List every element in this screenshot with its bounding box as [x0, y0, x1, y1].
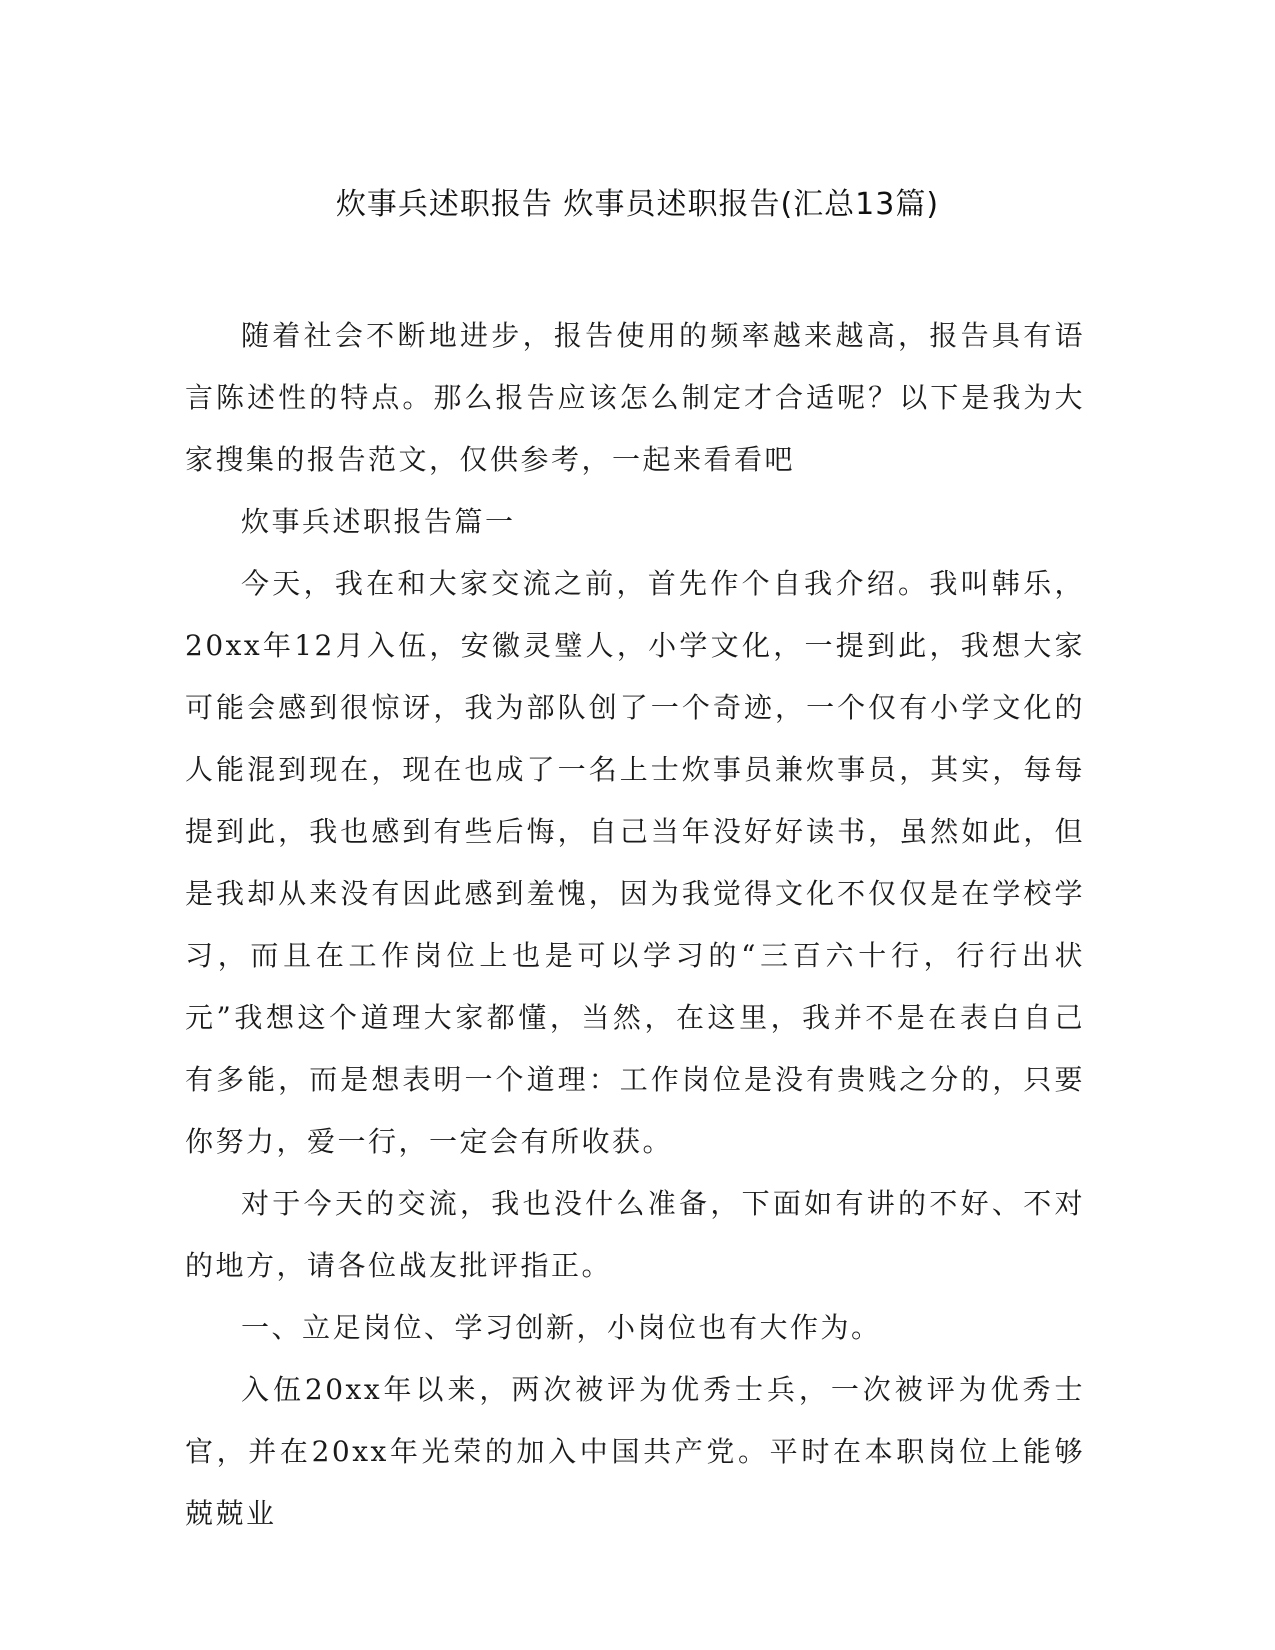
paragraph-achievements: 入伍20xx年以来，两次被评为优秀士兵，一次被评为优秀士官，并在20xx年光荣的加入中国共产党。平时在本职岗位上能够兢兢业 — [185, 1373, 1085, 1530]
subsection-heading: 一、立足岗位、学习创新，小岗位也有大作为。 — [241, 1311, 882, 1344]
section-heading: 炊事兵述职报告篇一 — [241, 505, 516, 538]
paragraph-preface: 对于今天的交流，我也没什么准备，下面如有讲的不好、不对的地方，请各位战友批评指正。 — [185, 1187, 1085, 1282]
document-body — [185, 305, 1085, 1545]
document-title: 炊事兵述职报告 炊事员述职报告(汇总13篇) — [335, 187, 940, 222]
paragraph-self-introduction: 今天，我在和大家交流之前，首先作个自我介绍。我叫韩乐，20xx年12月入伍，安徽灵璧人，小学文化，一提到此，我想大家可能会感到很惊讶，我为部队创了一个奇迹，一个仅有小学文化的人能混到现在，现在也成了一名上士炊事员兼炊事员，其实，每每提到此，我也感到有些后悔，自己当年没好好读书，虽然如此，但是我却从来没有因此感到羞愧，因为我觉得文化不仅仅是在学校学习，而且在工作岗位上也是可以学习的“三百六十行，行行出状元”我想这个道理大家都懂，当然，在这里，我并不是在表白自己有多能，而是想表明一个道理：工作岗位是没有贵贱之分的，只要你努力，爱一行，一定会有所收获。 — [185, 567, 1085, 1158]
paragraph-intro: 随着社会不断地进步，报告使用的频率越来越高，报告具有语言陈述性的特点。那么报告应该怎么制定才合适呢？以下是我为大家搜集的报告范文，仅供参考，一起来看看吧 — [185, 319, 1085, 476]
